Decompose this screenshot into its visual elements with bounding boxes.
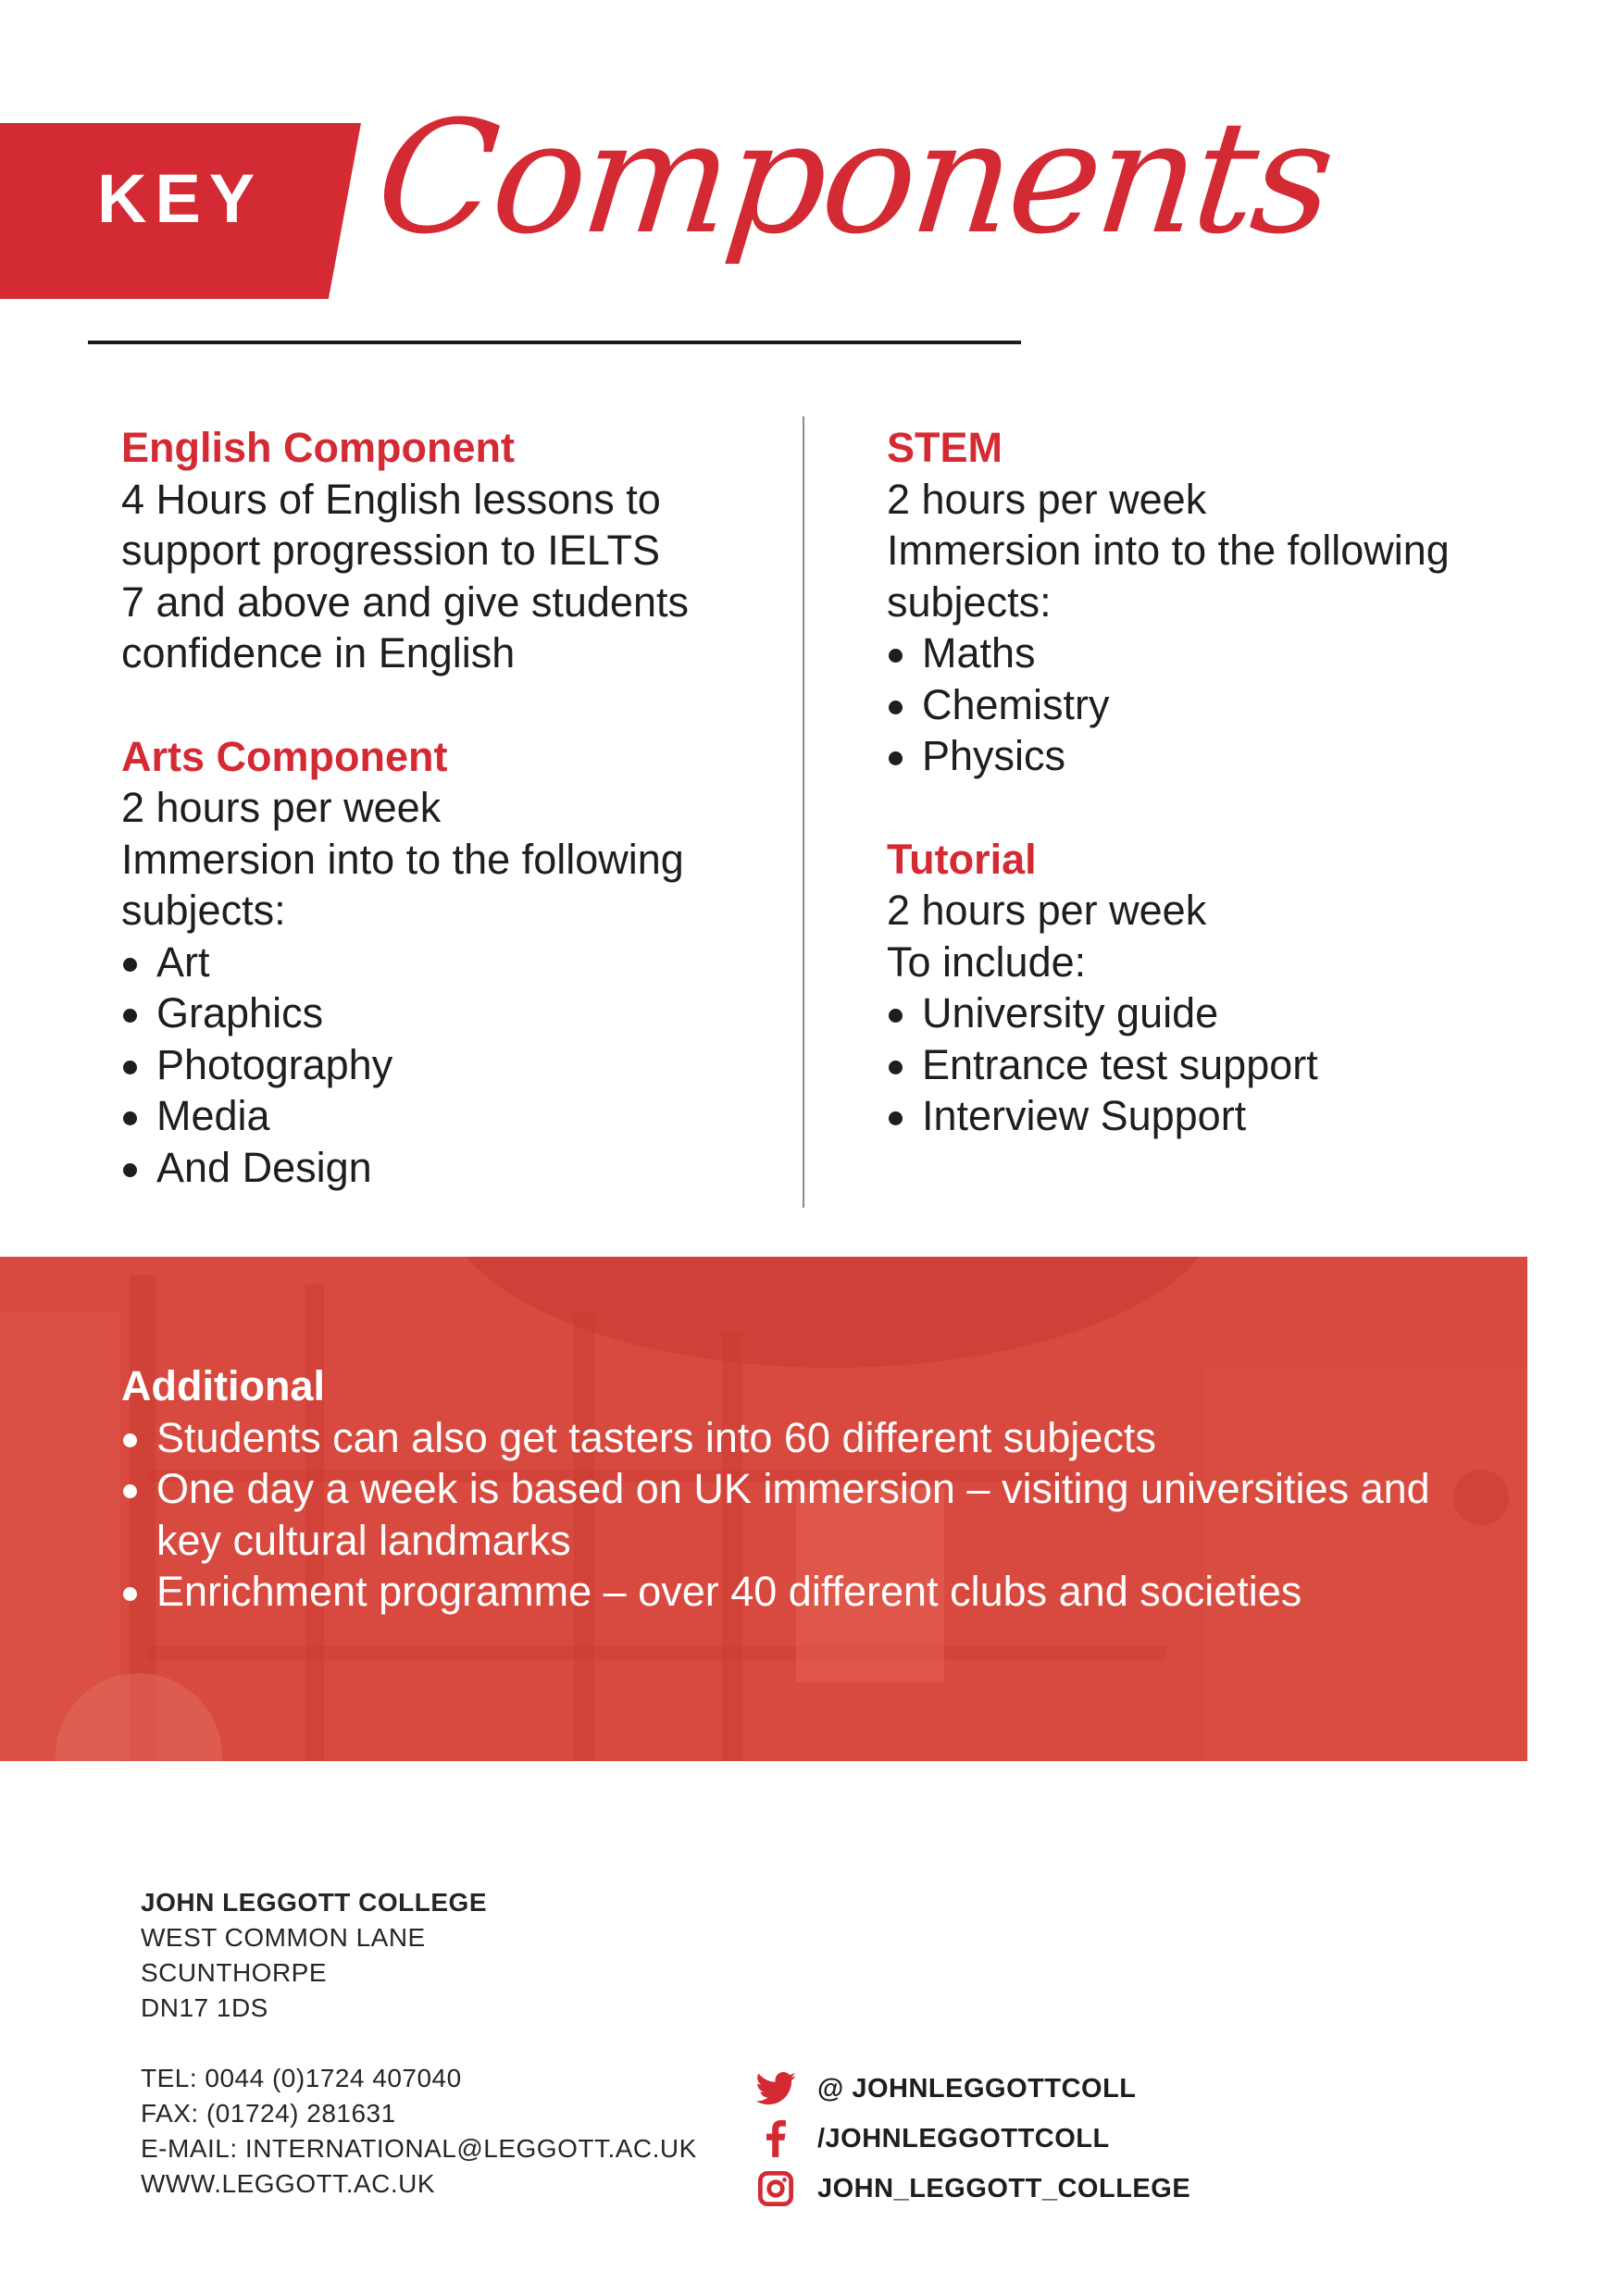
arts-intro: Immersion into to the following <box>121 835 684 883</box>
facebook-handle: /JOHNLEGGOTTCOLL <box>817 2123 1110 2153</box>
instagram-icon <box>754 2167 797 2210</box>
arts-title: Arts Component <box>121 732 448 780</box>
tutorial-intro: To include: <box>887 937 1087 986</box>
stem-list <box>887 627 1535 782</box>
list-item: University guide <box>887 987 1535 1039</box>
college-name: JOHN LEGGOTT COLLEGE <box>141 1888 488 1917</box>
header-rule <box>88 341 1021 344</box>
right-column <box>887 422 1535 1142</box>
website-link[interactable]: WWW.LEGGOTT.AC.UK <box>141 2169 436 2198</box>
list-item: Entrance test support <box>887 1039 1535 1091</box>
list-item: And Design <box>121 1142 769 1194</box>
address-line: DN17 1DS <box>141 1993 268 2022</box>
list-item: Media <box>121 1090 769 1142</box>
email-address[interactable]: E-MAIL: INTERNATIONAL@LEGGOTT.AC.UK <box>141 2134 697 2163</box>
list-item: Students can also get tasters into 60 different subjects <box>121 1412 1510 1464</box>
tutorial-title: Tutorial <box>887 835 1037 883</box>
list-item: Graphics <box>121 987 769 1039</box>
additional-section <box>121 1360 1510 1618</box>
tutorial-hours: 2 hours per week <box>887 887 1207 934</box>
additional-title: Additional <box>121 1362 325 1409</box>
english-line: 4 Hours of English lessons to <box>121 475 661 523</box>
list-item: Photography <box>121 1039 769 1091</box>
twitter-handle: @ JOHNLEGGOTTCOLL <box>817 2073 1137 2104</box>
phone-number: TEL: 0044 (0)1724 407040 <box>141 2064 462 2092</box>
list-item: Art <box>121 937 769 988</box>
social-block <box>754 2064 1190 2214</box>
stem-hours: 2 hours per week <box>887 475 1207 523</box>
list-item: One day a week is based on UK immersion – visiting universities and key cultural landmarks <box>121 1463 1489 1566</box>
instagram-link[interactable] <box>754 2164 1190 2214</box>
stem-intro: subjects: <box>887 577 1052 626</box>
address-block <box>141 1885 487 2026</box>
left-column <box>121 422 769 1193</box>
arts-list <box>121 937 769 1194</box>
stem-intro: Immersion into to the following <box>887 527 1450 574</box>
key-label: KEY <box>97 160 264 237</box>
english-line: 7 and above and give students <box>121 577 689 626</box>
list-item: Maths <box>887 627 1535 679</box>
list-item: Interview Support <box>887 1090 1535 1142</box>
arts-intro: subjects: <box>121 887 286 934</box>
stem-title: STEM <box>887 424 1003 471</box>
twitter-link[interactable] <box>754 2064 1190 2114</box>
column-divider <box>803 416 804 1208</box>
arts-hours: 2 hours per week <box>121 784 442 831</box>
list-item: Physics <box>887 730 1535 782</box>
english-line: confidence in English <box>121 629 516 676</box>
list-item: Enrichment programme – over 40 different clubs and societies <box>121 1566 1510 1618</box>
instagram-handle: JOHN_LEGGOTT_COLLEGE <box>817 2173 1191 2203</box>
facebook-icon <box>754 2117 797 2160</box>
fax-number: FAX: (01724) 281631 <box>141 2099 396 2128</box>
list-item: Chemistry <box>887 679 1535 731</box>
contact-block <box>141 2061 697 2202</box>
english-line: support progression to IELTS <box>121 527 660 574</box>
address-line: WEST COMMON LANE <box>141 1923 426 1952</box>
tutorial-list <box>887 987 1535 1142</box>
components-heading: Components <box>368 87 1339 268</box>
address-line: SCUNTHORPE <box>141 1958 328 1987</box>
twitter-icon <box>754 2067 797 2110</box>
english-title: English Component <box>121 424 515 471</box>
facebook-link[interactable] <box>754 2114 1190 2164</box>
additional-list <box>121 1412 1510 1618</box>
